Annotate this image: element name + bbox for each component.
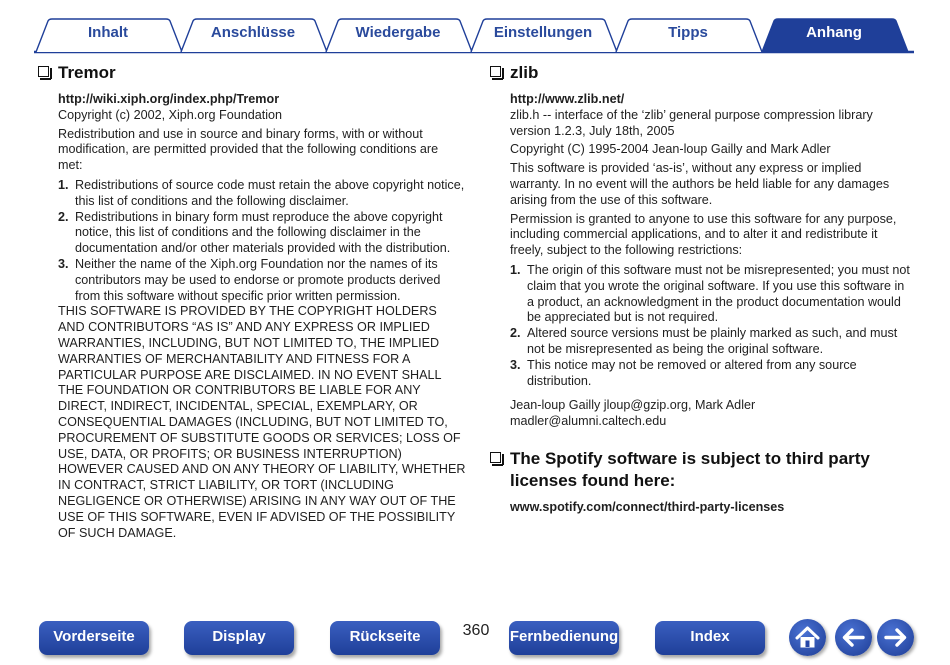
tab-anhang[interactable]: Anhang [806,24,862,41]
zlib-permission: Permission is granted to anyone to use this software for any purpose, including commercial applications, and to alter it and redistribute it freely, subject to the following restrictions: [510,211,897,258]
checkbox-bullet-icon [490,66,501,77]
list-text: This notice may not be removed or altered from any source distribution. [527,357,857,388]
list-number: 2. [510,326,521,341]
left-column [36,62,466,541]
remote-control-button[interactable]: Fernbedienung [509,621,619,655]
list-text: Neither the name of the Xiph.org Foundation nor the names of its contributors may be used to endorse or promote products derived from this software without specific prior written permission. [75,256,441,303]
tab-inhalt[interactable]: Inhalt [88,24,128,41]
zlib-authors: Jean-loup Gailly jloup@gzip.org, Mark Adler madler@alumni.caltech.edu [510,398,756,429]
tremor-body [36,92,466,541]
tab-einstellungen[interactable]: Einstellungen [493,24,593,41]
zlib-body [488,92,913,430]
tremor-heading [36,62,466,84]
list-item [510,263,913,326]
home-button[interactable] [789,619,826,656]
zlib-url: http://www.zlib.net/ [510,92,625,106]
tab-tipps[interactable]: Tipps [668,24,708,41]
list-text: Altered source versions must be plainly marked as such, and must not be misrepresented as being the original software. [527,326,898,356]
front-panel-button[interactable]: Vorderseite [39,621,149,655]
zlib-copyright: Copyright (C) 1995-2004 Jean-loup Gailly and Mark Adler [510,142,831,157]
zlib-as-is: This software is provided ‘as-is’, without any express or implied warranty. In no event will the authors be held liable for any damages arising from the use of this software. [510,161,890,207]
zlib-description: zlib.h -- interface of the ‘zlib’ general purpose compression library version 1.2.3, July 18th, 2005 [510,107,873,138]
checkbox-bullet-icon [490,452,501,463]
right-column [488,62,913,516]
rear-panel-button[interactable]: Rückseite [330,621,440,655]
spotify-body [488,500,913,516]
page-number: 360 [462,622,490,639]
home-icon [789,619,826,656]
spotify-url: www.spotify.com/connect/third-party-licenses [510,499,785,514]
list-number: 2. [58,209,69,224]
tab-wiedergabe[interactable]: Wiedergabe [355,24,441,41]
list-item [58,257,466,304]
tab-bar [34,18,914,54]
checkbox-bullet-icon [38,66,49,77]
list-text: The origin of this software must not be misrepresented; you must not claim that you wrote the original software. If you use this software in a product, an acknowledgment in the product documentation would be appreciated but is not required. [527,262,910,325]
display-button[interactable]: Display [184,621,294,655]
forward-button[interactable] [877,619,914,656]
zlib-heading [488,62,913,84]
zlib-restrictions-list [510,263,913,389]
list-item [510,358,913,390]
zlib-heading-text: zlib [510,63,539,82]
list-number: 3. [58,256,69,271]
tremor-conditions-list [58,178,466,304]
list-number: 1. [510,262,521,277]
tremor-heading-text: Tremor [58,63,116,82]
arrow-right-icon [877,619,914,656]
list-number: 1. [58,177,69,192]
back-button[interactable] [835,619,872,656]
spotify-heading [488,448,913,492]
tremor-disclaimer: THIS SOFTWARE IS PROVIDED BY THE COPYRIGHT HOLDERS AND CONTRIBUTORS “AS IS” AND ANY EXPRESS OR IMPLIED WARRANTIES, INCLUDING, BUT NOT LIMITED TO, THE IMPLIED WARRANTIES OF MERCHANTABILITY AND FITNESS FOR A PARTICULAR PURPOSE ARE DISCLAIMED. IN NO EVENT SHALL THE FOUNDATION OR CONTRIBUTORS BE LIABLE FOR ANY DIRECT, INDIRECT, INCIDENTAL, SPECIAL, EXEMPLARY, OR CONSEQUENTIAL DAMAGES (INCLUDING, BUT NOT LIMITED TO, PROCUREMENT OF SUBSTITUTE GOODS OR SERVICES; LOSS OF USE, DATA, OR PROFITS; OR BUSINESS INTERRUPTION) HOWEVER CAUSED AND ON ANY THEORY OF LIABILITY, WHETHER IN CONTRACT, STRICT LIABILITY, OR TORT (INCLUDING NEGLIGENCE OR OTHERWISE) ARISING IN ANY WAY OUT OF THE USE OF THIS SOFTWARE, EVEN IF ADVISED OF THE POSSIBILITY OF SUCH DAMAGE. [58,304,466,540]
tremor-url: http://wiki.xiph.org/index.php/Tremor [58,92,280,106]
list-item [510,326,913,358]
tremor-copyright: Copyright (c) 2002, Xiph.org Foundation [58,107,283,122]
list-item [58,210,466,257]
list-text: Redistributions in binary form must reproduce the above copyright notice, this list of conditions and the following disclaimer in the documentation and/or other materials provided with the distribution. [75,209,451,256]
list-text: Redistributions of source code must retain the above copyright notice, this list of conditions and the following disclaimer. [75,177,465,208]
spotify-heading-text: The Spotify software is subject to third party licenses found here: [510,448,870,490]
tab-anschluesse[interactable]: Anschlüsse [210,24,296,41]
list-item [58,178,466,210]
arrow-left-icon [835,619,872,656]
index-button[interactable]: Index [655,621,765,655]
list-number: 3. [510,357,521,372]
tremor-intro: Redistribution and use in source and binary forms, with or without modification, are permitted provided that the following conditions are met: [58,126,439,173]
